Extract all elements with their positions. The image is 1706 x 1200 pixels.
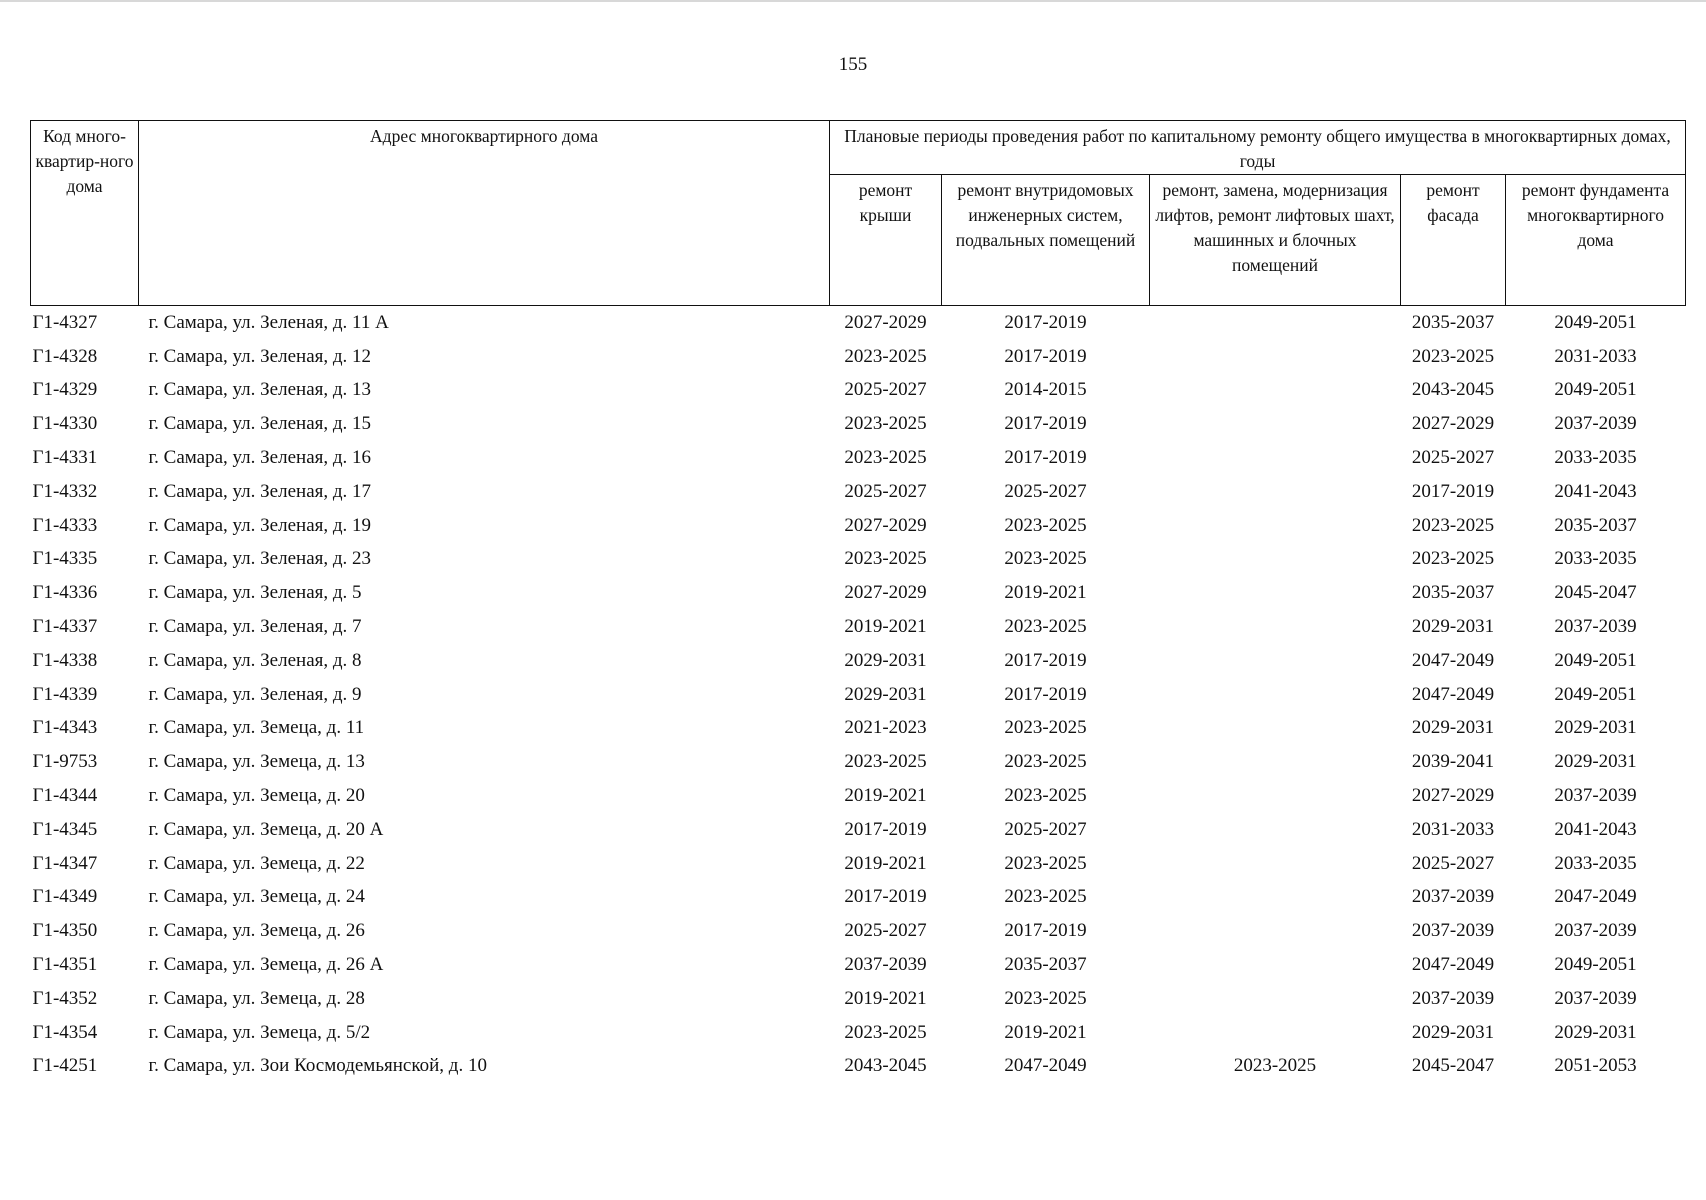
cell-elevators: [1150, 1016, 1401, 1050]
cell-engineering: 2019-2021: [1004, 582, 1087, 604]
cell-foundation: 2029-2031: [1554, 717, 1637, 739]
cell-facade: 2025-2027: [1411, 852, 1495, 874]
cell-address: г. Самара, ул. Зеленая, д. 11 А: [148, 311, 389, 333]
cell-foundation: 2051-2053: [1554, 1055, 1637, 1077]
cell-engineering: 2047-2049: [1004, 1055, 1087, 1077]
header-periods: Плановые периоды проведения работ по капитальному ремонту общего имущества в многоквартирных домах, годы: [830, 121, 1686, 175]
cell-foundation: 2029-2031: [1554, 751, 1637, 773]
table-row: [31, 610, 1686, 644]
cell-engineering: 2023-2025: [1004, 987, 1087, 1009]
cell-address: г. Самара, ул. Земеца, д. 20 А: [148, 818, 384, 840]
table-row: [31, 678, 1686, 712]
cell-elevators: [1150, 610, 1401, 644]
cell-roof: 2037-2039: [844, 954, 927, 976]
cell-code: Г1-4344: [32, 785, 98, 807]
cell-code: Г1-4345: [32, 818, 98, 840]
cell-foundation: 2037-2039: [1554, 920, 1637, 942]
cell-roof: 2017-2019: [844, 886, 927, 908]
cell-elevators: [1150, 712, 1401, 746]
cell-roof: 2021-2023: [844, 717, 927, 739]
cell-code: Г1-4354: [32, 1021, 98, 1043]
cell-roof: 2019-2021: [844, 852, 927, 874]
cell-engineering: 2023-2025: [1004, 717, 1087, 739]
table-row: [31, 1016, 1686, 1050]
cell-facade: 2037-2039: [1411, 920, 1495, 942]
cell-foundation: 2033-2035: [1554, 447, 1637, 469]
cell-elevators: [1150, 745, 1401, 779]
header-elevators: ремонт, замена, модернизация лифтов, ремонт лифтовых шахт, машинных и блочных помещений: [1150, 175, 1401, 306]
cell-code: Г1-4338: [32, 649, 98, 671]
table-row: [31, 745, 1686, 779]
cell-foundation: 2045-2047: [1554, 582, 1637, 604]
cell-elevators: [1150, 678, 1401, 712]
cell-code: Г1-4336: [32, 582, 98, 604]
table-row: [31, 1050, 1686, 1084]
cell-code: Г1-4332: [32, 480, 98, 502]
cell-facade: 2047-2049: [1411, 954, 1495, 976]
cell-code: Г1-4350: [32, 920, 98, 942]
table-row: [31, 712, 1686, 746]
cell-elevators: [1150, 340, 1401, 374]
cell-roof: 2029-2031: [844, 649, 927, 671]
cell-address: г. Самара, ул. Земеца, д. 11: [148, 717, 365, 739]
cell-address: г. Самара, ул. Зеленая, д. 17: [148, 480, 372, 502]
cell-engineering: 2025-2027: [1004, 480, 1087, 502]
cell-roof: 2027-2029: [844, 582, 927, 604]
cell-foundation: 2041-2043: [1554, 480, 1637, 502]
cell-code: Г1-4251: [32, 1055, 98, 1077]
cell-elevators: [1150, 543, 1401, 577]
cell-code: Г1-4337: [32, 616, 98, 638]
cell-facade: 2043-2045: [1411, 379, 1495, 401]
cell-code: Г1-4347: [32, 852, 98, 874]
cell-foundation: 2033-2035: [1554, 852, 1637, 874]
cell-facade: 2029-2031: [1411, 717, 1495, 739]
table-row: [31, 779, 1686, 813]
cell-engineering: 2014-2015: [1004, 379, 1087, 401]
cell-elevators: [1150, 509, 1401, 543]
table-row: [31, 475, 1686, 509]
cell-address: г. Самара, ул. Земеца, д. 26: [148, 920, 365, 942]
cell-address: г. Самара, ул. Земеца, д. 28: [148, 987, 365, 1009]
cell-roof: 2027-2029: [844, 514, 927, 536]
table-row: [31, 644, 1686, 678]
cell-foundation: 2049-2051: [1554, 311, 1637, 333]
cell-code: Г1-4335: [32, 548, 98, 570]
cell-engineering: 2017-2019: [1004, 649, 1087, 671]
table-row: [31, 340, 1686, 374]
cell-facade: 2035-2037: [1411, 582, 1495, 604]
cell-engineering: 2023-2025: [1004, 616, 1087, 638]
cell-foundation: 2049-2051: [1554, 683, 1637, 705]
table-body: [31, 306, 1686, 1084]
cell-roof: 2023-2025: [844, 1021, 927, 1043]
cell-facade: 2037-2039: [1411, 886, 1495, 908]
cell-engineering: 2019-2021: [1004, 1021, 1087, 1043]
cell-facade: 2045-2047: [1411, 1055, 1495, 1077]
cell-roof: 2023-2025: [844, 548, 927, 570]
cell-elevators: [1150, 813, 1401, 847]
cell-elevators: [1150, 982, 1401, 1016]
cell-address: г. Самара, ул. Зеленая, д. 12: [148, 345, 372, 367]
cell-elevators: [1150, 847, 1401, 881]
header-facade: ремонт фасада: [1401, 175, 1506, 306]
cell-address: г. Самара, ул. Зеленая, д. 16: [148, 447, 372, 469]
cell-facade: 2017-2019: [1411, 480, 1495, 502]
cell-address: г. Самара, ул. Земеца, д. 22: [148, 852, 365, 874]
repair-schedule-table: [30, 120, 1686, 1083]
table-row: [31, 407, 1686, 441]
cell-address: г. Самара, ул. Зеленая, д. 8: [148, 649, 362, 671]
cell-address: г. Самара, ул. Земеца, д. 26 А: [148, 954, 384, 976]
cell-address: г. Самара, ул. Зеленая, д. 9: [148, 683, 362, 705]
cell-elevators: [1150, 644, 1401, 678]
cell-roof: 2025-2027: [844, 379, 927, 401]
cell-engineering: 2017-2019: [1004, 311, 1087, 333]
cell-roof: 2023-2025: [844, 447, 927, 469]
table-row: [31, 948, 1686, 982]
top-scan-rule: [0, 0, 1706, 2]
cell-code: Г1-4327: [32, 311, 98, 333]
cell-engineering: 2017-2019: [1004, 345, 1087, 367]
cell-foundation: 2037-2039: [1554, 785, 1637, 807]
cell-roof: 2019-2021: [844, 785, 927, 807]
cell-elevators: [1150, 881, 1401, 915]
cell-code: Г1-4343: [32, 717, 98, 739]
cell-engineering: 2017-2019: [1004, 413, 1087, 435]
cell-code: Г1-4329: [32, 379, 98, 401]
table-row: [31, 441, 1686, 475]
cell-address: г. Самара, ул. Зеленая, д. 23: [148, 548, 372, 570]
cell-address: г. Самара, ул. Зеленая, д. 15: [148, 413, 372, 435]
cell-engineering: 2023-2025: [1004, 751, 1087, 773]
cell-facade: 2047-2049: [1411, 683, 1495, 705]
cell-engineering: 2017-2019: [1004, 920, 1087, 942]
cell-code: Г1-4328: [32, 345, 98, 367]
cell-facade: 2029-2031: [1411, 616, 1495, 638]
cell-elevators: [1150, 779, 1401, 813]
cell-foundation: 2049-2051: [1554, 379, 1637, 401]
cell-facade: 2031-2033: [1411, 818, 1495, 840]
cell-roof: 2043-2045: [844, 1055, 927, 1077]
header-code: Код много-квартир-ного дома: [31, 121, 139, 306]
cell-facade: 2025-2027: [1411, 447, 1495, 469]
cell-roof: 2023-2025: [844, 345, 927, 367]
cell-roof: 2019-2021: [844, 616, 927, 638]
table-row: [31, 374, 1686, 408]
table-row: [31, 576, 1686, 610]
cell-engineering: 2025-2027: [1004, 818, 1087, 840]
cell-address: г. Самара, ул. Зеленая, д. 13: [148, 379, 372, 401]
cell-engineering: 2023-2025: [1004, 852, 1087, 874]
header-roof: ремонт крыши: [830, 175, 942, 306]
cell-elevators: [1150, 475, 1401, 509]
cell-facade: 2027-2029: [1411, 785, 1495, 807]
cell-facade: 2027-2029: [1411, 413, 1495, 435]
cell-foundation: 2029-2031: [1554, 1021, 1637, 1043]
cell-address: г. Самара, ул. Зеленая, д. 19: [148, 514, 372, 536]
cell-engineering: 2035-2037: [1004, 954, 1087, 976]
cell-roof: 2025-2027: [844, 480, 927, 502]
cell-elevators: [1150, 374, 1401, 408]
cell-roof: 2017-2019: [844, 818, 927, 840]
cell-foundation: 2037-2039: [1554, 413, 1637, 435]
table-row: [31, 306, 1686, 340]
table-row: [31, 847, 1686, 881]
cell-roof: 2029-2031: [844, 683, 927, 705]
cell-engineering: 2017-2019: [1004, 683, 1087, 705]
cell-elevators: 2023-2025: [1233, 1055, 1317, 1077]
header-foundation: ремонт фундамента многоквартирного дома: [1506, 175, 1686, 306]
cell-code: Г1-4352: [32, 987, 98, 1009]
table-row: [31, 982, 1686, 1016]
cell-code: Г1-4330: [32, 413, 98, 435]
page-number: 155: [838, 54, 868, 75]
cell-foundation: 2041-2043: [1554, 818, 1637, 840]
cell-engineering: 2023-2025: [1004, 785, 1087, 807]
header-address: Адрес многоквартирного дома: [139, 121, 830, 306]
cell-code: Г1-4331: [32, 447, 98, 469]
cell-facade: 2039-2041: [1411, 751, 1495, 773]
cell-facade: 2035-2037: [1411, 311, 1495, 333]
cell-code: Г1-4339: [32, 683, 98, 705]
table-row: [31, 881, 1686, 915]
cell-elevators: [1150, 407, 1401, 441]
cell-address: г. Самара, ул. Зеленая, д. 7: [148, 616, 362, 638]
cell-roof: 2025-2027: [844, 920, 927, 942]
cell-address: г. Самара, ул. Земеца, д. 13: [148, 751, 365, 773]
cell-foundation: 2037-2039: [1554, 987, 1637, 1009]
cell-facade: 2047-2049: [1411, 649, 1495, 671]
cell-code: Г1-4333: [32, 514, 98, 536]
table-row: [31, 543, 1686, 577]
cell-foundation: 2033-2035: [1554, 548, 1637, 570]
cell-roof: 2019-2021: [844, 987, 927, 1009]
cell-code: Г1-4351: [32, 954, 98, 976]
cell-elevators: [1150, 441, 1401, 475]
cell-elevators: [1150, 576, 1401, 610]
cell-address: г. Самара, ул. Земеца, д. 5/2: [148, 1021, 371, 1043]
cell-address: г. Самара, ул. Зои Космодемьянской, д. 10: [148, 1055, 487, 1077]
cell-facade: 2037-2039: [1411, 987, 1495, 1009]
table-row: [31, 914, 1686, 948]
cell-foundation: 2035-2037: [1554, 514, 1637, 536]
cell-foundation: 2031-2033: [1554, 345, 1637, 367]
cell-engineering: 2023-2025: [1004, 514, 1087, 536]
cell-code: Г1-9753: [32, 751, 98, 773]
cell-facade: 2023-2025: [1411, 345, 1495, 367]
cell-roof: 2023-2025: [844, 413, 927, 435]
cell-engineering: 2023-2025: [1004, 886, 1087, 908]
header-engineering: ремонт внутридомовых инженерных систем, подвальных помещений: [942, 175, 1150, 306]
cell-elevators: [1150, 306, 1401, 340]
cell-elevators: [1150, 948, 1401, 982]
cell-address: г. Самара, ул. Зеленая, д. 5: [148, 582, 362, 604]
table-header: [31, 121, 1686, 306]
table-row: [31, 509, 1686, 543]
cell-facade: 2023-2025: [1411, 514, 1495, 536]
cell-foundation: 2049-2051: [1554, 954, 1637, 976]
cell-foundation: 2037-2039: [1554, 616, 1637, 638]
cell-facade: 2029-2031: [1411, 1021, 1495, 1043]
cell-roof: 2027-2029: [844, 311, 927, 333]
cell-engineering: 2023-2025: [1004, 548, 1087, 570]
cell-engineering: 2017-2019: [1004, 447, 1087, 469]
repair-schedule-table-wrap: [30, 120, 1685, 1083]
cell-address: г. Самара, ул. Земеца, д. 24: [148, 886, 365, 908]
cell-code: Г1-4349: [32, 886, 98, 908]
cell-foundation: 2047-2049: [1554, 886, 1637, 908]
cell-elevators: [1150, 914, 1401, 948]
cell-address: г. Самара, ул. Земеца, д. 20: [148, 785, 365, 807]
table-row: [31, 813, 1686, 847]
cell-roof: 2023-2025: [844, 751, 927, 773]
cell-facade: 2023-2025: [1411, 548, 1495, 570]
cell-foundation: 2049-2051: [1554, 649, 1637, 671]
